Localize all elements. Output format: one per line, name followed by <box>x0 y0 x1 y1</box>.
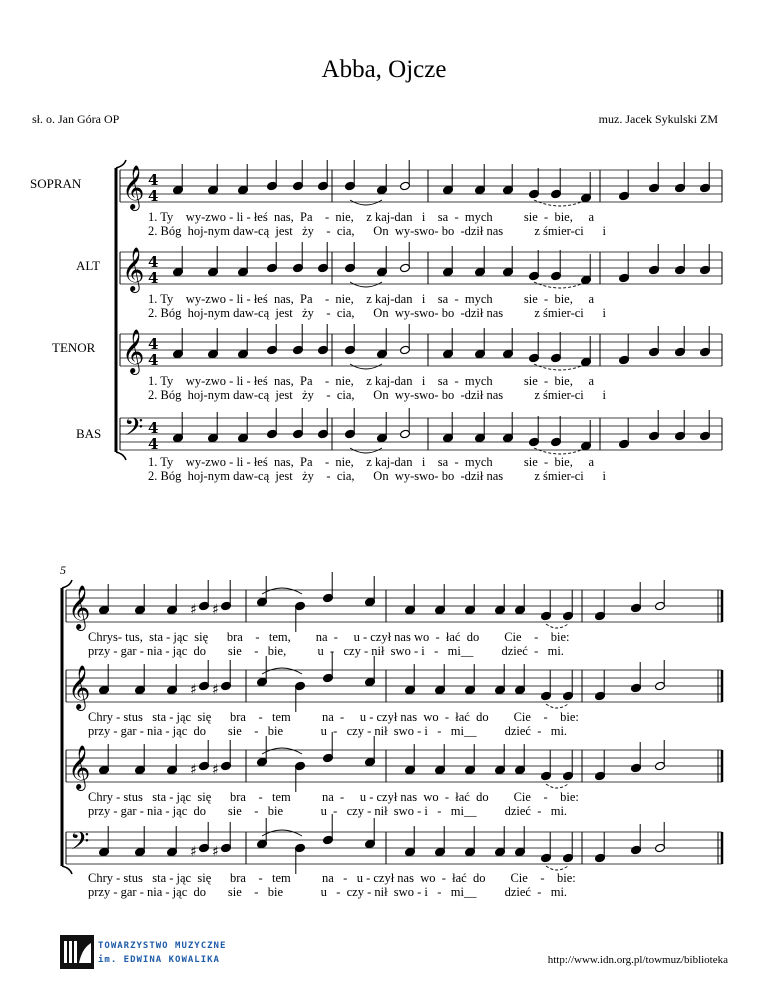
lyric-line-s2-alto-v1: Chry - stus sta - jąc się bra - tem na - u - czył nas wo - łać do Cie - bie: <box>88 710 579 724</box>
voice-label-bass: BAS <box>76 426 102 441</box>
page-title: Abba, Ojcze <box>321 56 447 83</box>
sharp-icon: ♯ <box>212 682 219 698</box>
sharp-icon: ♯ <box>190 602 197 618</box>
lyric-line-tenor-v2: 2. Bóg hoj-nym daw-cą jest ży - cia, On wy-swo- bo -dził nas z śmier-ci i <box>148 388 606 402</box>
treble-clef-icon: 𝄞 <box>68 745 91 789</box>
lyric-line-s2-tenor-v1: Chry - stus sta - jąc się bra - tem na - u - czył nas wo - łać do Cie - bie: <box>88 790 579 804</box>
voice-label-soprano: SOPRAN <box>30 176 82 191</box>
time-signature: 4 <box>148 419 159 437</box>
lyricist-credit: sł. o. Jan Góra OP <box>32 112 120 126</box>
sharp-icon: ♯ <box>190 762 197 778</box>
voice-label-tenor: TENOR <box>52 340 96 355</box>
publisher-logo-icon <box>60 935 94 969</box>
sharp-icon: ♯ <box>212 844 219 860</box>
lyric-line-bass-v2: 2. Bóg hoj-nym daw-cą jest ży - cia, On wy-swo- bo -dził nas z śmier-ci i <box>148 469 606 483</box>
slur <box>534 200 586 206</box>
time-signature: 4 <box>148 269 159 287</box>
slur <box>350 448 382 453</box>
slur <box>262 748 302 754</box>
bass-clef-icon: 𝄢 <box>70 827 90 862</box>
slur <box>262 830 302 836</box>
publisher-name-line1: TOWARZYSTWO MUZYCZNE <box>98 941 227 951</box>
treble-clef-icon: 𝄞 <box>68 665 91 709</box>
slur <box>546 704 568 708</box>
lyric-line-s2-tenor-v2: przy - gar - nia - jąc do sie - bie u - czy - nił swo - i - mi__ dzieć - mi. <box>88 804 568 818</box>
slur <box>262 668 302 674</box>
system-bracket <box>116 452 126 460</box>
sharp-icon: ♯ <box>190 844 197 860</box>
time-signature: 4 <box>148 435 159 453</box>
lyric-line-s2-bass-v2: przy - gar - nia - jąc do sie - bie u - czy - nił swo - i - mi__ dzieć - mi. <box>88 885 568 899</box>
lyric-line-s2-bass-v1: Chry - stus sta - jąc się bra - tem na - u - czył nas wo - łać do Cie - bie: <box>88 871 576 885</box>
publisher-name-line2: im. EDWINA KOWALIKA <box>98 955 220 965</box>
time-signature: 4 <box>148 253 159 271</box>
lyric-line-s2-soprano-v2: przy - gar - nia - jąc do sie - bie, u - czy - nił swo - i - mi__ dzieć - mi. <box>88 644 564 658</box>
system-bracket <box>62 866 72 874</box>
lyric-line-s2-soprano-v1: Chrys- tus, sta - jąc się bra - tem, na - u - czył nas wo - łać do Cie - bie: <box>88 630 570 644</box>
treble-clef-icon: 𝄞 <box>122 165 145 209</box>
time-signature: 4 <box>148 171 159 189</box>
time-signature: 4 <box>148 351 159 369</box>
slur <box>534 364 586 370</box>
source-url: http://www.idn.org.pl/towmuz/biblioteka <box>547 954 728 966</box>
sharp-icon: ♯ <box>190 682 197 698</box>
sharp-icon: ♯ <box>212 762 219 778</box>
slur <box>350 200 382 205</box>
slur <box>350 364 382 369</box>
slur <box>262 588 302 594</box>
bass-clef-icon: 𝄢 <box>124 413 144 448</box>
slur <box>546 624 568 628</box>
voice-label-alto: ALT <box>76 258 101 273</box>
sharp-icon: ♯ <box>212 602 219 618</box>
score-system-1 <box>116 160 722 460</box>
lyric-line-alto-v2: 2. Bóg hoj-nym daw-cą jest ży - cia, On wy-swo- bo -dził nas z śmier-ci i <box>148 306 606 320</box>
slur <box>546 784 568 788</box>
slur <box>534 282 586 288</box>
slur <box>546 866 568 870</box>
lyric-line-soprano-v2: 2. Bóg hoj-nym daw-cą jest ży - cia, On wy-swo- bo -dził nas z śmier-ci i <box>148 224 606 238</box>
lyric-line-bass-v1: 1. Ty wy-zwo - li - łeś nas, Pa - nie, z kaj-dan i sa - mych sie - bie, a <box>148 455 595 469</box>
lyric-line-alto-v1: 1. Ty wy-zwo - li - łeś nas, Pa - nie, z kaj-dan i sa - mych sie - bie, a <box>148 292 595 306</box>
treble-clef-icon: 𝄞 <box>68 585 91 629</box>
measure-number: 5 <box>60 563 66 577</box>
lyric-line-soprano-v1: 1. Ty wy-zwo - li - łeś nas, Pa - nie, z kaj-dan i sa - mych sie - bie, a <box>148 210 595 224</box>
time-signature: 4 <box>148 187 159 205</box>
lyric-line-tenor-v1: 1. Ty wy-zwo - li - łeś nas, Pa - nie, z kaj-dan i sa - mych sie - bie, a <box>148 374 595 388</box>
time-signature: 4 <box>148 335 159 353</box>
treble-clef-icon: 𝄞 <box>122 247 145 291</box>
score-system-2 <box>62 572 722 874</box>
lyric-line-s2-alto-v2: przy - gar - nia - jąc do sie - bie u - czy - nił swo - i - mi__ dzieć - mi. <box>88 724 568 738</box>
slur <box>534 448 586 454</box>
treble-clef-icon: 𝄞 <box>122 329 145 373</box>
slur <box>350 282 382 287</box>
composer-credit: muz. Jacek Sykulski ZM <box>598 112 718 126</box>
